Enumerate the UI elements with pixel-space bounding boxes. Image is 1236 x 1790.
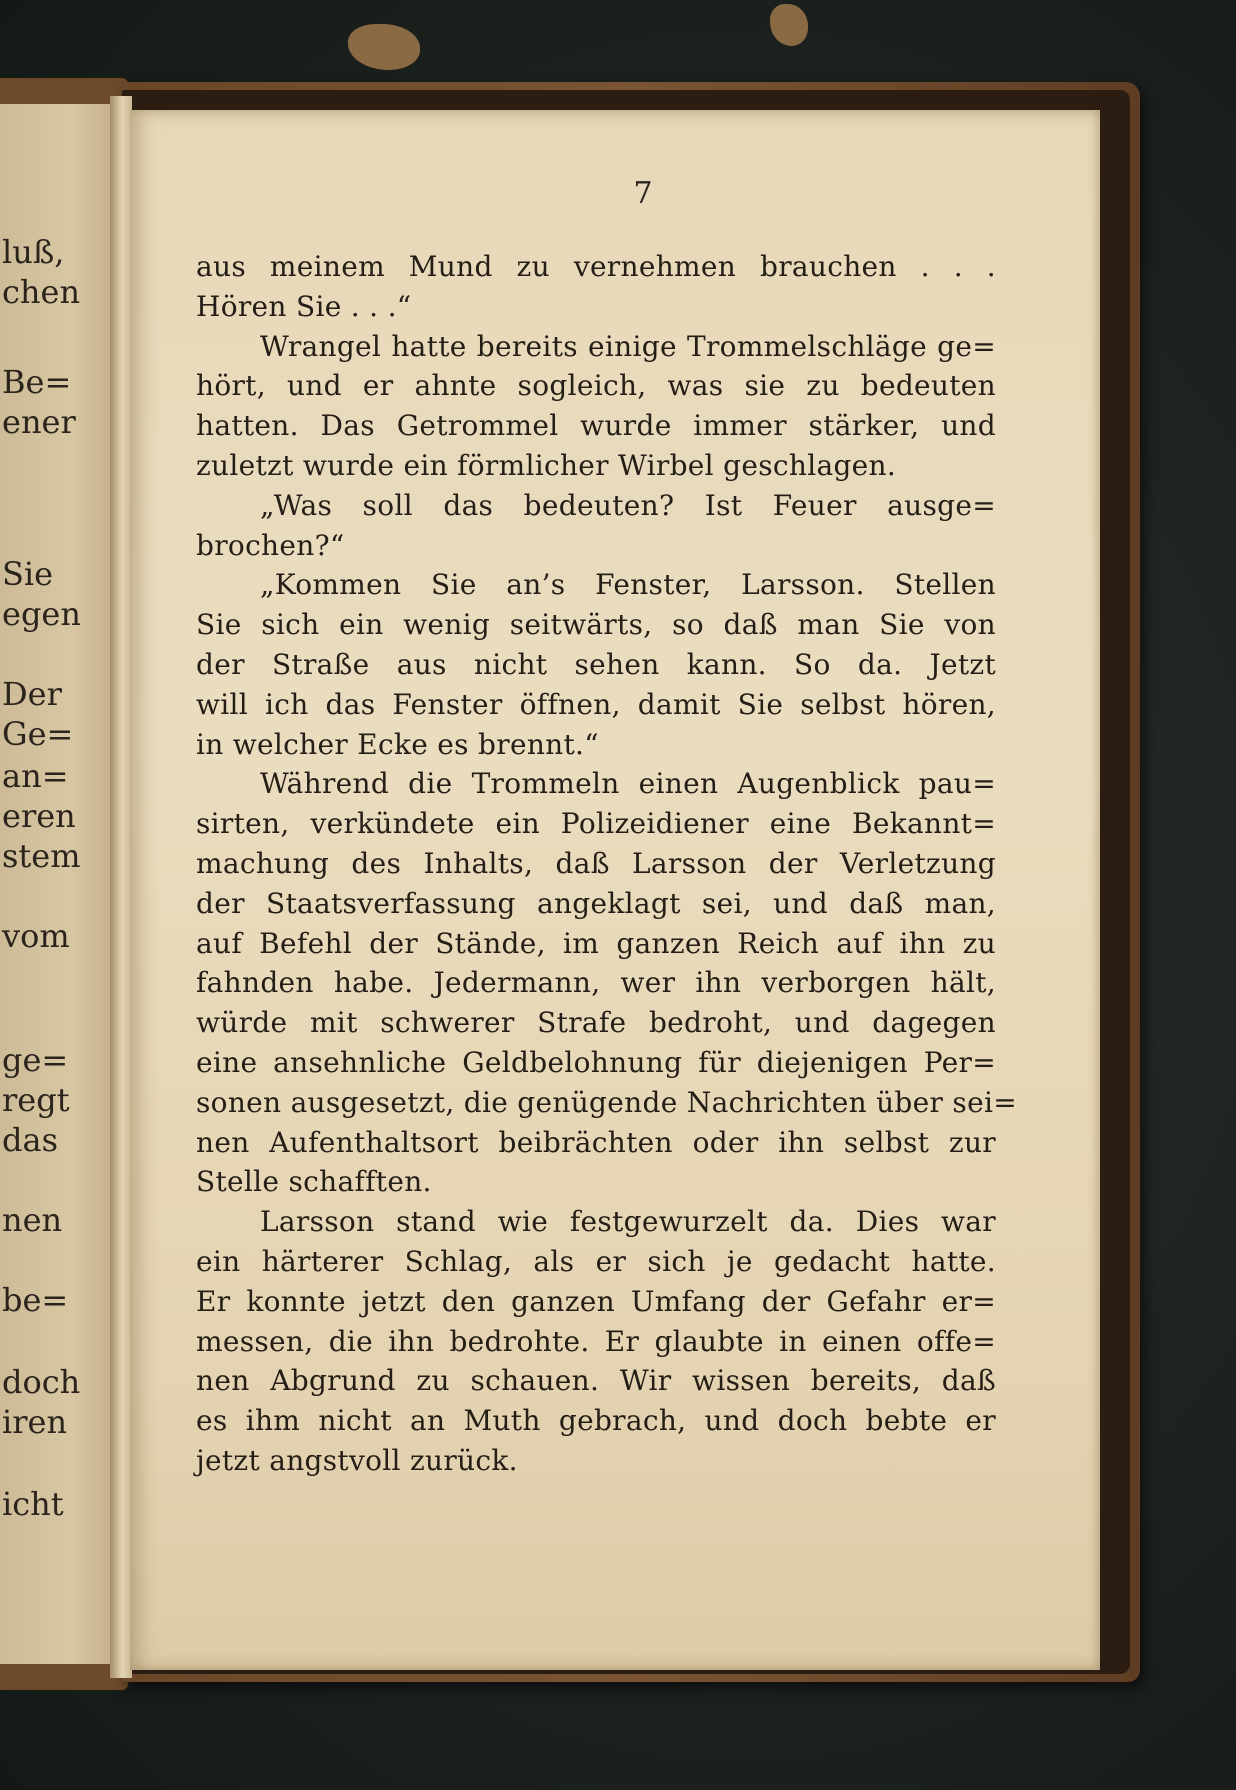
text-line: Hören Sie . . .“	[196, 289, 412, 323]
left-page-fragment: regt	[2, 1081, 70, 1119]
left-page-fragment: be=	[2, 1281, 69, 1319]
left-page-fragment: doch	[2, 1363, 81, 1401]
text-line: machung des Inhalts, daß Larsson der Verletzung	[196, 846, 996, 880]
left-page-fragment: nen	[2, 1201, 63, 1239]
text-line: nen Abgrund zu schauen. Wir wissen bereits, daß	[196, 1364, 996, 1398]
text-line: hört, und er ahnte sogleich, was sie zu bedeuten	[196, 369, 996, 403]
text-line: Er konnte jetzt den ganzen Umfang der Gefahr er=	[196, 1284, 996, 1318]
text-line: nen Aufenthaltsort beibrächten oder ihn selbst zur	[196, 1125, 996, 1159]
text-line: der Staatsverfassung angeklagt sei, und daß man,	[196, 886, 996, 920]
text-line: fahnden habe. Jedermann, wer ihn verborgen hält,	[196, 966, 996, 1000]
left-page-fragment: ener	[2, 403, 76, 441]
page-number: 7	[633, 176, 653, 211]
book-gutter	[110, 96, 132, 1678]
text-line: brochen?“	[196, 528, 345, 562]
text-line: würde mit schwerer Strafe bedroht, und dagegen	[196, 1006, 996, 1040]
text-line: will ich das Fenster öffnen, damit Sie selbst hören,	[196, 687, 996, 721]
text-line: ein härterer Schlag, als er sich je gedacht hatte.	[196, 1244, 996, 1278]
left-page-fragment: iren	[2, 1403, 68, 1441]
left-page-fragment: egen	[2, 595, 81, 633]
left-page-fragment: chen	[2, 273, 81, 311]
text-line: Stelle schafften.	[196, 1165, 432, 1199]
text-line: der Straße aus nicht sehen kann. So da. Jetzt	[196, 647, 996, 681]
left-page-fragment: icht	[2, 1485, 64, 1523]
left-page-fragment: Be=	[2, 363, 72, 401]
text-line: messen, die ihn bedrohte. Er glaubte in einen offe=	[196, 1324, 996, 1358]
left-page-fragment: vom	[2, 917, 70, 955]
text-line: es ihm nicht an Muth gebrach, und doch bebte er	[196, 1404, 996, 1438]
text-line: in welcher Ecke es brennt.“	[196, 727, 599, 761]
text-line: „Kommen Sie an’s Fenster, Larsson. Stellen	[260, 568, 996, 602]
left-page-fragment: ge=	[2, 1041, 69, 1079]
text-line: Larsson stand wie festgewurzelt da. Dies war	[260, 1205, 996, 1239]
text-line: aus meinem Mund zu vernehmen brauchen . . .	[196, 250, 996, 283]
left-page-fragment: das	[2, 1121, 58, 1159]
left-page-fragment: luß,	[2, 233, 65, 271]
text-line: Während die Trommeln einen Augenblick pau=	[260, 767, 996, 801]
text-line: eine ansehnliche Geldbelohnung für diejenigen Per=	[196, 1045, 996, 1079]
left-page-fragment: Ge=	[2, 715, 74, 753]
text-line: sonen ausgesetzt, die genügende Nachrichten über sei=	[196, 1085, 1017, 1119]
text-line: Wrangel hatte bereits einige Trommelschläge ge=	[260, 329, 996, 363]
text-line: hatten. Das Getrommel wurde immer stärker, und	[196, 409, 996, 443]
left-page-fragment: eren	[2, 797, 76, 835]
left-page	[0, 104, 118, 1664]
text-line: auf Befehl der Stände, im ganzen Reich auf ihn zu	[196, 926, 996, 960]
text-line: zuletzt wurde ein förmlicher Wirbel geschlagen.	[196, 448, 897, 482]
text-line: „Was soll das bedeuten? Ist Feuer ausge=	[260, 488, 996, 522]
text-line: Sie sich ein wenig seitwärts, so daß man Sie von	[196, 608, 996, 642]
text-block	[196, 247, 1017, 1481]
text-line: jetzt angstvoll zurück.	[196, 1443, 518, 1477]
left-page-fragment: Der	[2, 675, 62, 713]
left-page-fragment: Sie	[2, 555, 54, 593]
left-page-fragment: an=	[2, 757, 69, 795]
text-line: sirten, verkündete ein Polizeidiener eine Bekannt=	[196, 807, 996, 841]
left-page-fragment: stem	[2, 837, 81, 875]
